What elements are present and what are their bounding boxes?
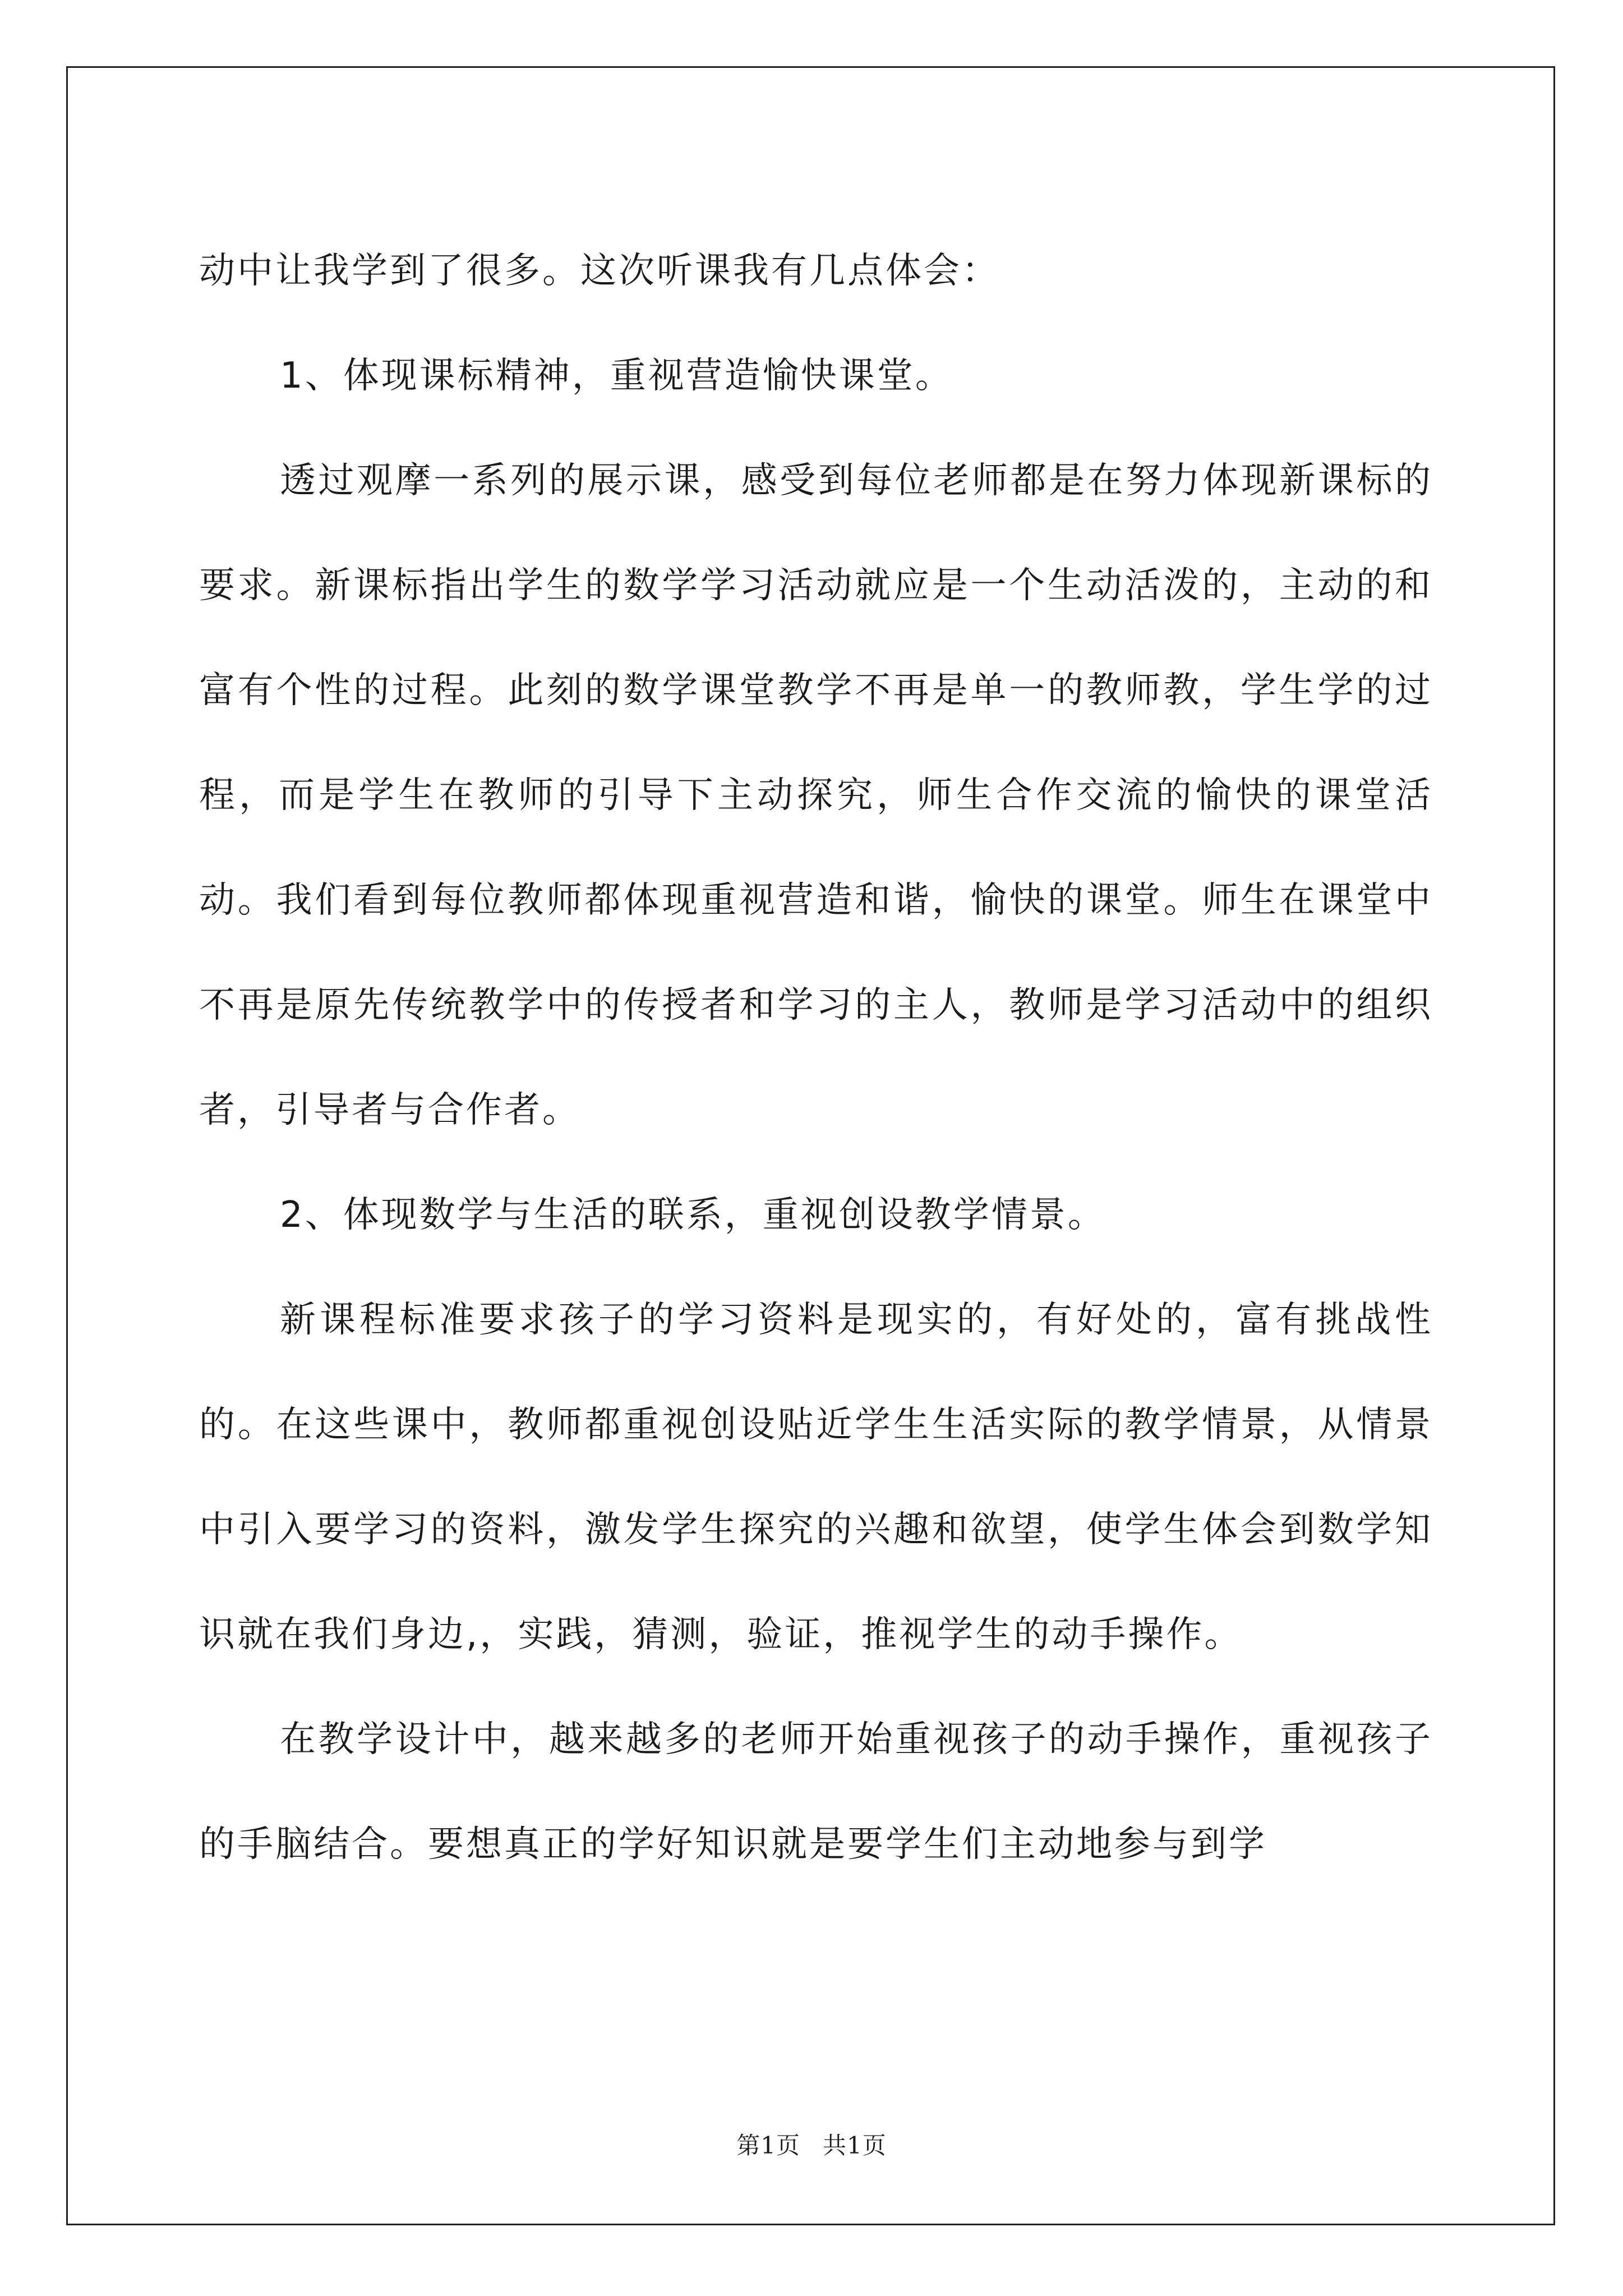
page-footer <box>0 2127 1623 2161</box>
paragraph-heading-2: 2、体现数学与生活的联系，重视创设教学情景。 <box>280 1194 1106 1236</box>
paragraph-heading-1: 1、体现课标精神，重视营造愉快课堂。 <box>280 355 953 397</box>
document-body <box>199 219 1433 1897</box>
paragraph-3: 新课程标准要求孩子的学习资料是现实的，有好处的，富有挑战性的。在这些课中，教师都重视创设贴近学生生活实际的教学情景，从情景中引入要学习的资料，激发学生探究的兴趣和欲望，使学生体会到数学知识就在我们身边,，实践，猜测，验证，推视学生的动手操作。 <box>199 1299 1433 1655</box>
paragraph-2: 透过观摩一系列的展示课，感受到每位老师都是在努力体现新课标的要求。新课标指出学生的数学学习活动就应是一个生动活泼的，主动的和富有个性的过程。此刻的数学课堂教学不再是单一的教师教，学生学的过程，而是学生在教师的引导下主动探究，师生合作交流的愉快的课堂活动。我们看到每位教师都体现重视营造和谐，愉快的课堂。师生在课堂中不再是原先传统教学中的传授者和学习的主人，教师是学习活动中的组织者，引导者与合作者。 <box>199 460 1433 1131</box>
page-current-number: 第1页 <box>736 2132 800 2159</box>
paragraph-4: 在教学设计中，越来越多的老师开始重视孩子的动手操作，重视孩子的手脑结合。要想真正的学好知识就是要学生们主动地参与到学 <box>199 1719 1433 1865</box>
paragraph-1: 动中让我学到了很多。这次听课我有几点体会： <box>199 250 1000 292</box>
page-total-count: 共1页 <box>823 2132 887 2159</box>
